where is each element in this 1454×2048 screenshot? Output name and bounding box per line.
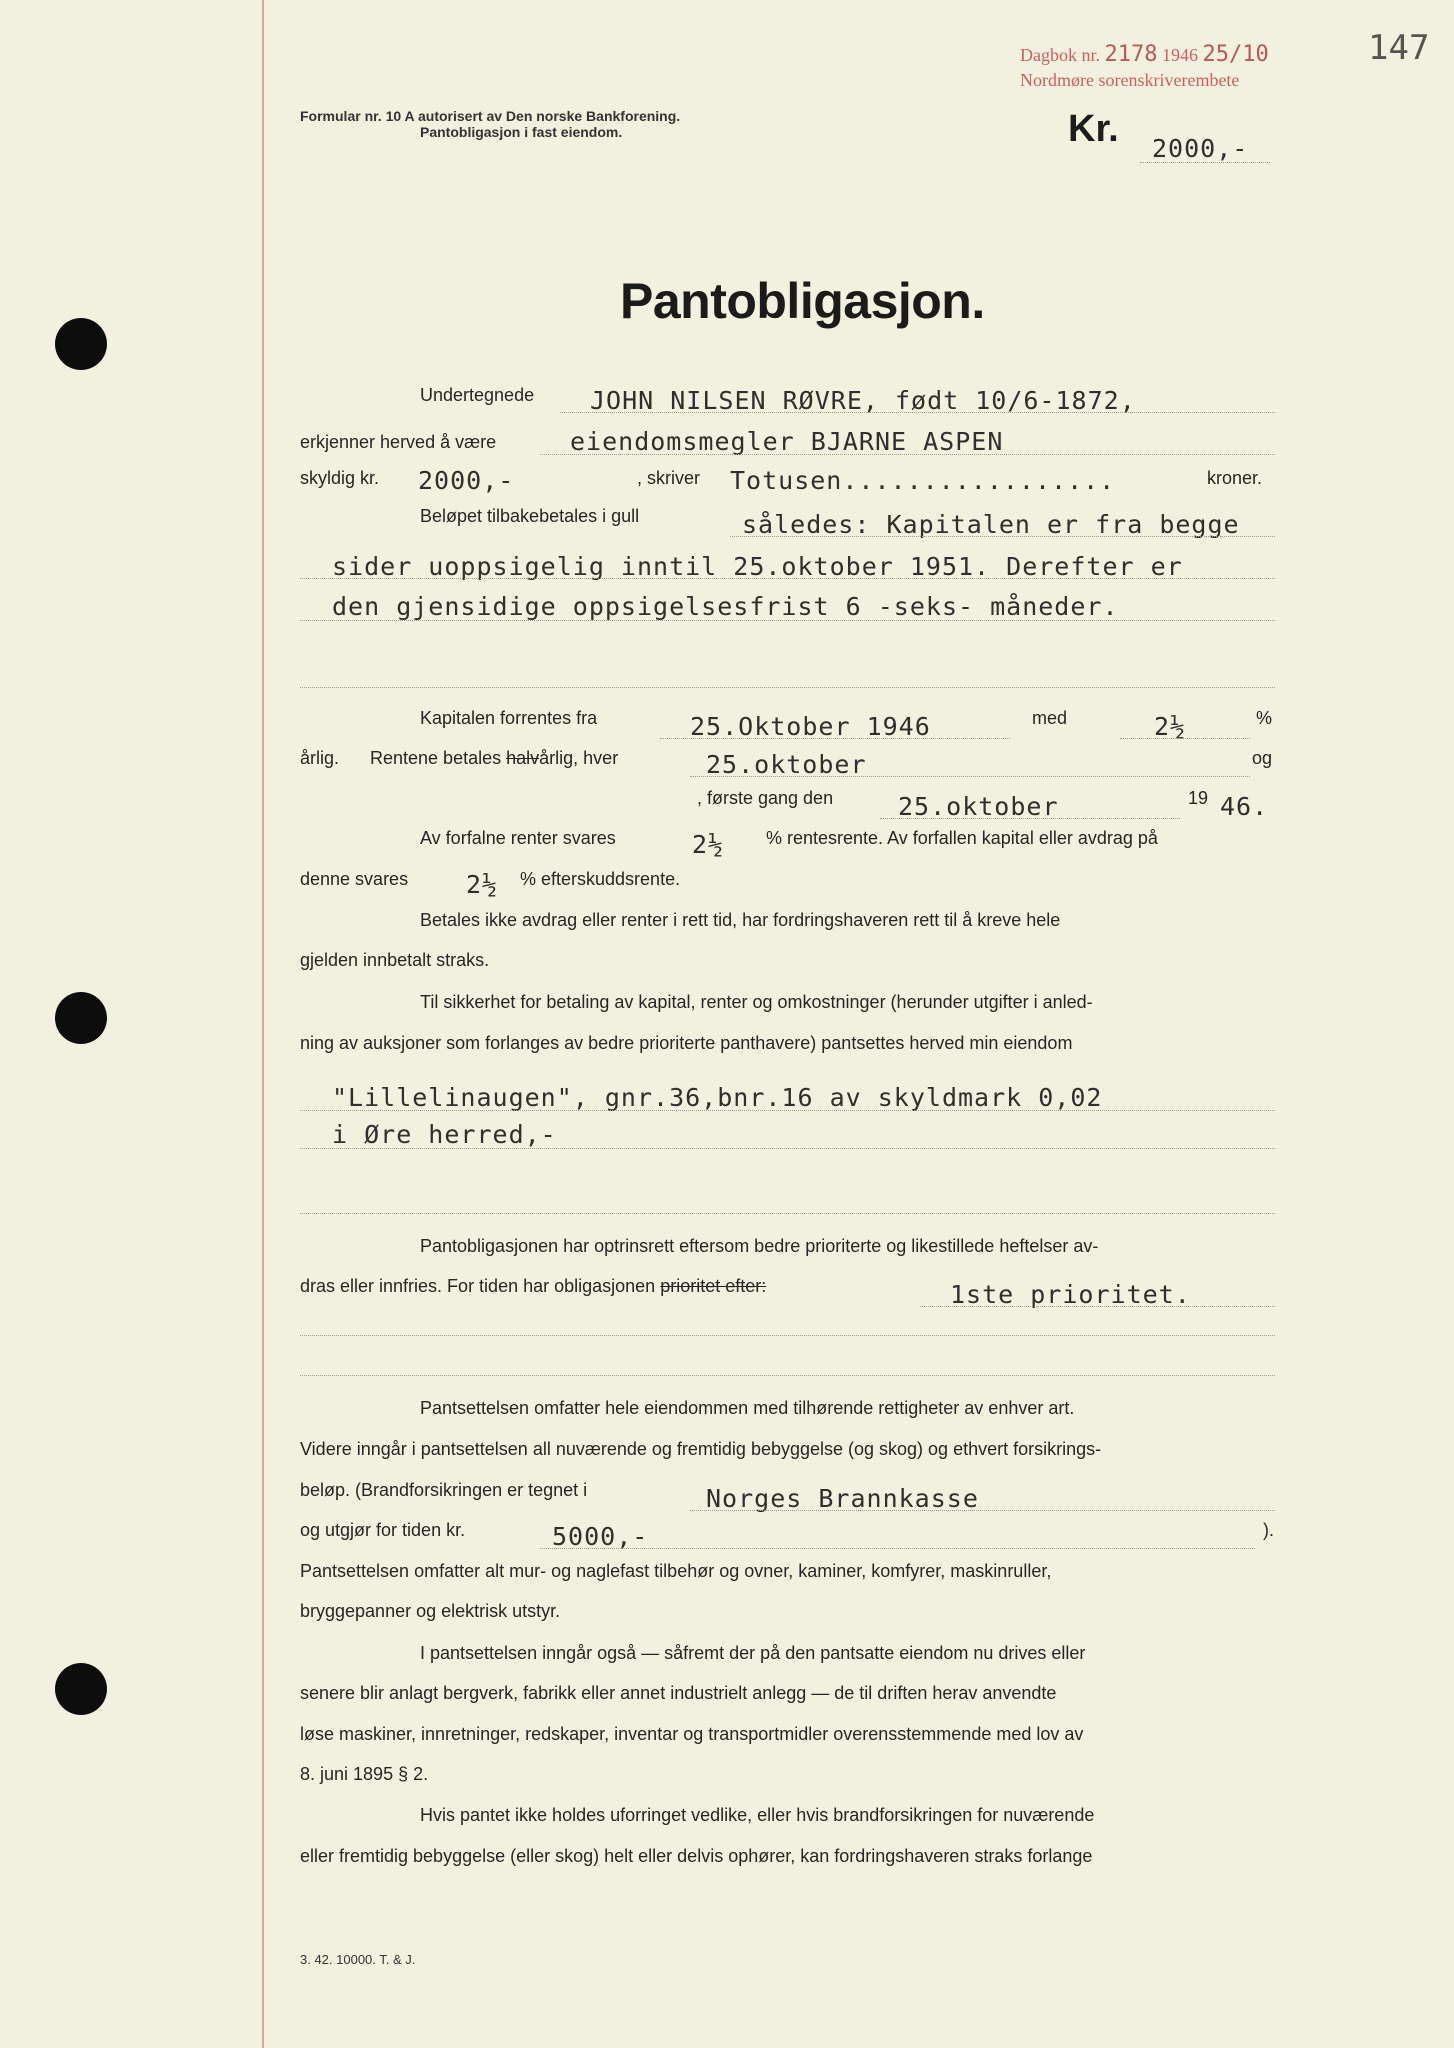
page-title: Pantobligasjon.	[620, 273, 985, 329]
forste-label: , første gang den	[697, 788, 834, 808]
amount-value: 2000,-	[1152, 134, 1249, 163]
pant-line1: Pantsettelsen omfatter hele eiendommen med tilhørende rettigheter av enhver art.	[420, 1398, 1075, 1418]
ogsa-line4: 8. juni 1895 § 2.	[300, 1764, 429, 1784]
sikkerhet-line2: ning av auksjoner som forlanges av bedre prioriterte panthavere) pantsettes herved min eiendom	[300, 1033, 1073, 1053]
forfalne-text-post: % rentesrente. Av forfallen kapital eller avdrag på	[766, 828, 1158, 848]
forrentes-date: 25.Oktober 1946	[690, 712, 931, 741]
erkjenner-value: eiendomsmegler BJARNE ASPEN	[570, 427, 1004, 456]
hvis-line1: Hvis pantet ikke holdes uforringet vedlike, eller hvis brandforsikringen for nuværende	[420, 1805, 1095, 1825]
punch-hole	[55, 1663, 107, 1715]
pct-symbol: %	[1256, 708, 1273, 728]
belopet-label: Beløpet tilbakebetales i gull	[420, 506, 640, 526]
pant-line4: og utgjør for tiden kr.	[300, 1520, 466, 1540]
forrentes-label: Kapitalen forrentes fra	[420, 708, 598, 728]
forfalne-rate: 2½	[692, 830, 725, 859]
belopet-value-line2: sider uoppsigelig inntil 25.oktober 1951. Derefter er	[332, 552, 1183, 581]
renter-label: Rentene betales halvårlig, hver	[370, 748, 619, 768]
pant-line2: Videre inngår i pantsettelsen all nuværende og fremtidig bebyggelse (og skog) og ethvert forsikrings-	[300, 1439, 1102, 1459]
rule	[690, 776, 1250, 777]
registry-stamp-line1: Dagbok nr. 2178 1946 25/10	[1020, 42, 1269, 67]
rule	[880, 818, 1180, 819]
rule	[730, 536, 1275, 537]
form-note-line1: Formular nr. 10 A autorisert av Den norske Bankforening.	[300, 108, 681, 124]
rule	[300, 687, 1275, 688]
rule	[540, 1548, 1255, 1549]
interest-rate: 2½	[1154, 712, 1187, 741]
ogsa-line2: senere blir anlagt bergverk, fabrikk eller annet industrielt anlegg — de til driften herav anvendte	[300, 1683, 1057, 1703]
med-label: med	[1032, 708, 1068, 728]
rule	[690, 1510, 1275, 1511]
hvis-line2: eller fremtidig bebyggelse (eller skog) helt eller delvis ophører, kan fordringshaveren straks forlange	[300, 1846, 1093, 1866]
denne-text-post: % efterskuddsrente.	[520, 869, 681, 889]
belopet-value-line1: således: Kapitalen er fra begge	[742, 510, 1240, 539]
footer-print-code: 3. 42. 10000. T. & J.	[300, 1952, 416, 1967]
rule	[300, 1213, 1275, 1214]
forfalne-text: Av forfalne renter svares	[420, 828, 616, 848]
pant-line5: Pantsettelsen omfatter alt mur- og naglefast tilbehør og ovner, kaminer, komfyrer, maskinruller,	[300, 1561, 1052, 1581]
page-number: 147	[1368, 28, 1430, 68]
skriver-value: Totusen.................	[730, 466, 1116, 495]
kroner-label: kroner.	[1207, 468, 1263, 488]
erkjenner-label: erkjenner herved å være	[300, 432, 497, 452]
pant-line6: bryggepanner og elektrisk utstyr.	[300, 1601, 561, 1621]
undertegnede-value: JOHN NILSEN RØVRE, født 10/6-1872,	[590, 386, 1136, 415]
rule	[300, 620, 1275, 621]
denne-rate: 2½	[466, 870, 499, 899]
brandforsikring-value: Norges Brannkasse	[706, 1484, 979, 1513]
rule	[560, 412, 1275, 413]
year-suffix: 46.	[1220, 792, 1269, 821]
margin-line	[262, 0, 264, 2048]
renter-date: 25.oktober	[706, 750, 867, 779]
property-line1: "Lillelinaugen", gnr.36,bnr.16 av skyldmark 0,02	[332, 1083, 1103, 1112]
pant-line3: beløp. (Brandforsikringen er tegnet i	[300, 1480, 588, 1500]
rule	[300, 578, 1275, 579]
optrinsrett-line2: dras eller innfries. For tiden har obligasjonen prioritet efter:	[300, 1276, 767, 1296]
betales-line1: Betales ikke avdrag eller renter i rett tid, har fordringshaveren rett til å kreve hele	[420, 910, 1061, 930]
belopet-value-line3: den gjensidige oppsigelsesfrist 6 -seks- måneder.	[332, 592, 1119, 621]
rule	[300, 1335, 1275, 1336]
rule	[300, 1148, 1275, 1149]
skyldig-label: skyldig kr.	[300, 468, 380, 488]
arlig-label: årlig.	[300, 748, 340, 768]
priority-value: 1ste prioritet.	[950, 1280, 1191, 1309]
denne-text: denne svares	[300, 869, 409, 889]
amount-label: Kr.	[1068, 108, 1119, 150]
rule	[920, 1306, 1275, 1307]
undertegnede-label: Undertegnede	[420, 385, 535, 405]
rule	[1120, 738, 1250, 739]
form-note-line2: Pantobligasjon i fast eiendom.	[420, 124, 623, 140]
optrinsrett-line1: Pantobligasjonen har optrinsrett eftersom bedre prioriterte og likestillede heftelser av-	[420, 1236, 1099, 1256]
punch-hole	[55, 992, 107, 1044]
rule	[300, 1375, 1275, 1376]
property-line2: i Øre herred,-	[332, 1120, 557, 1149]
ogsa-line1: I pantsettelsen inngår også — såfremt der på den pantsatte eiendom nu drives eller	[420, 1643, 1086, 1663]
pant-line4-post: ).	[1263, 1520, 1274, 1540]
prioritet-struck: prioritet efter:	[660, 1276, 767, 1296]
og-label: og	[1252, 748, 1273, 768]
registry-stamp-line2: Nordmøre sorenskriverembete	[1020, 70, 1240, 90]
rule	[300, 1110, 1275, 1111]
rule	[660, 738, 1010, 739]
ogsa-line3: løse maskiner, innretninger, redskaper, inventar og transportmidler overensstemmende med lov av	[300, 1724, 1084, 1744]
forste-date: 25.oktober	[898, 792, 1059, 821]
amount-rule	[1140, 162, 1270, 163]
year-prefix: 19	[1188, 788, 1209, 808]
sikkerhet-line1: Til sikkerhet for betaling av kapital, renter og omkostninger (herunder utgifter i anled-	[420, 992, 1093, 1012]
betales-line2: gjelden innbetalt straks.	[300, 950, 490, 970]
skriver-label: , skriver	[637, 468, 700, 488]
rule	[540, 454, 1275, 455]
halv-struck: halv	[506, 748, 540, 768]
utgjor-value: 5000,-	[552, 1522, 649, 1551]
skyldig-value: 2000,-	[418, 466, 515, 495]
punch-hole	[55, 318, 107, 370]
